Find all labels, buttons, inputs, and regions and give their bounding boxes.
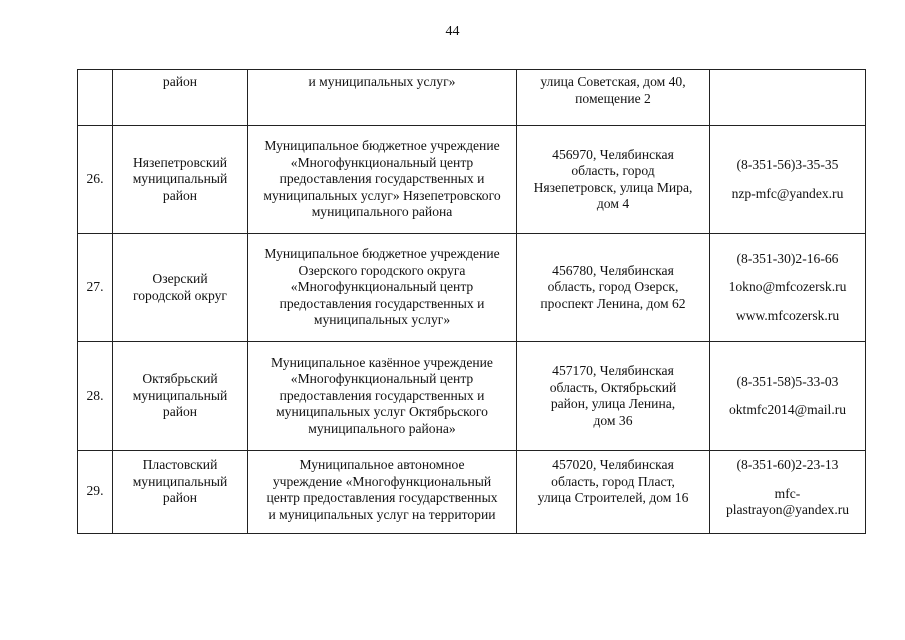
organization-line: Муниципальное бюджетное учреждение xyxy=(264,138,500,154)
district-line: муниципальный xyxy=(132,473,228,489)
table-row xyxy=(78,234,866,342)
address-line: Нязепетровск, улица Мира, xyxy=(533,179,693,195)
address-line: 457170, Челябинская xyxy=(552,363,674,378)
district-line: муниципальный xyxy=(132,171,228,187)
contacts-cell xyxy=(710,70,866,126)
district-line: район xyxy=(162,404,198,420)
district-line: Озерский xyxy=(152,271,208,286)
organization-line: и муниципальных услуг на территории xyxy=(268,506,496,522)
email-line: plastrayon@yandex.ru xyxy=(725,502,850,517)
address-line: 457020, Челябинская xyxy=(552,457,674,472)
organization-cell xyxy=(248,70,517,126)
address-line: район, улица Ленина, xyxy=(550,396,676,411)
district-cell xyxy=(113,342,248,451)
organization-line: и муниципальных услуг» xyxy=(308,74,456,89)
number-cell: 29. xyxy=(78,451,113,534)
district-line: Нязепетровский xyxy=(132,154,227,170)
address-line: дом 36 xyxy=(593,412,633,428)
address-line: дом 4 xyxy=(596,196,630,211)
organization-line: предоставления государственных и xyxy=(279,387,485,403)
number-cell: 27. xyxy=(78,234,113,342)
table-row xyxy=(78,126,866,234)
organization-cell xyxy=(248,234,517,342)
table-row xyxy=(78,451,866,534)
organization-line: Муниципальное бюджетное учреждение xyxy=(264,246,500,262)
organization-cell xyxy=(248,342,517,451)
organization-line: центр предоставления государственных xyxy=(266,490,498,505)
organization-line: Муниципальное казённое учреждение xyxy=(271,354,493,370)
address-cell xyxy=(517,126,710,234)
organization-line: муниципального района xyxy=(311,204,453,220)
district-cell xyxy=(113,451,248,534)
number-cell xyxy=(78,70,113,126)
organization-line: «Многофункциональный центр xyxy=(290,154,474,170)
table-row-continuation xyxy=(78,70,866,126)
number-cell: 26. xyxy=(78,126,113,234)
table-row xyxy=(78,342,866,451)
organization-line: муниципальных услуг» Нязепетровского xyxy=(263,187,501,203)
email-link[interactable]: nzp-mfc@yandex.ru xyxy=(731,185,844,201)
address-line: 456970, Челябинская xyxy=(552,146,674,162)
district-line: район xyxy=(162,490,198,505)
address-cell xyxy=(517,342,710,451)
address-line: помещение 2 xyxy=(575,90,651,106)
contacts-cell xyxy=(710,451,866,534)
address-line: улица Строителей, дом 16 xyxy=(537,490,689,505)
email-link[interactable]: 1okno@mfcozersk.ru xyxy=(728,279,847,295)
address-cell xyxy=(517,451,710,534)
organization-line: муниципальных услуг Октябрьского xyxy=(276,404,488,420)
address-line: область, Октябрьский xyxy=(549,379,677,395)
organization-line: предоставления государственных и xyxy=(279,295,485,311)
address-line: улица Советская, дом 40, xyxy=(540,74,686,89)
address-line: область, город Пласт, xyxy=(551,473,675,489)
email-link[interactable] xyxy=(713,486,862,519)
district-line: район xyxy=(162,74,198,89)
address-line: область, город xyxy=(571,163,655,178)
phone-number: (8-351-60)2-23-13 xyxy=(736,457,839,472)
district-cell xyxy=(113,234,248,342)
organization-cell xyxy=(248,451,517,534)
organization-line: «Многофункциональный центр xyxy=(290,279,474,295)
email-line: mfc- xyxy=(774,485,801,501)
address-line: 456780, Челябинская xyxy=(552,262,674,278)
organization-line: муниципальных услуг» xyxy=(313,312,451,328)
organization-line: учреждение «Многофункциональный xyxy=(272,473,492,489)
number-cell: 28. xyxy=(78,342,113,451)
phone-number: (8-351-30)2-16-66 xyxy=(736,250,839,266)
organization-line: муниципального района» xyxy=(308,420,456,436)
address-line: проспект Ленина, дом 62 xyxy=(540,295,686,311)
phone-number: (8-351-56)3-35-35 xyxy=(736,157,839,172)
organization-line: Озерского городского округа xyxy=(298,262,466,278)
district-line: Пластовский xyxy=(142,457,218,472)
district-cell xyxy=(113,70,248,126)
address-cell xyxy=(517,70,710,126)
organization-cell xyxy=(248,126,517,234)
email-link[interactable]: oktmfc2014@mail.ru xyxy=(728,402,847,417)
contacts-cell xyxy=(710,126,866,234)
page-number: 44 xyxy=(445,24,460,39)
district-line: муниципальный xyxy=(132,387,228,403)
district-cell xyxy=(113,126,248,234)
district-line: городской округ xyxy=(133,287,227,303)
website-link[interactable]: www.mfcozersk.ru xyxy=(735,307,840,323)
mfc-registry-table xyxy=(77,69,866,534)
phone-number: (8-351-58)5-33-03 xyxy=(736,373,839,389)
contacts-cell xyxy=(710,234,866,342)
organization-line: «Многофункциональный центр xyxy=(290,371,474,387)
address-cell xyxy=(517,234,710,342)
contacts-cell xyxy=(710,342,866,451)
district-line: район xyxy=(162,187,198,203)
district-line: Октябрьский xyxy=(142,371,218,387)
organization-line: предоставления государственных и xyxy=(279,171,485,187)
organization-line: Муниципальное автономное xyxy=(299,457,465,472)
address-line: область, город Озерск, xyxy=(547,279,679,295)
